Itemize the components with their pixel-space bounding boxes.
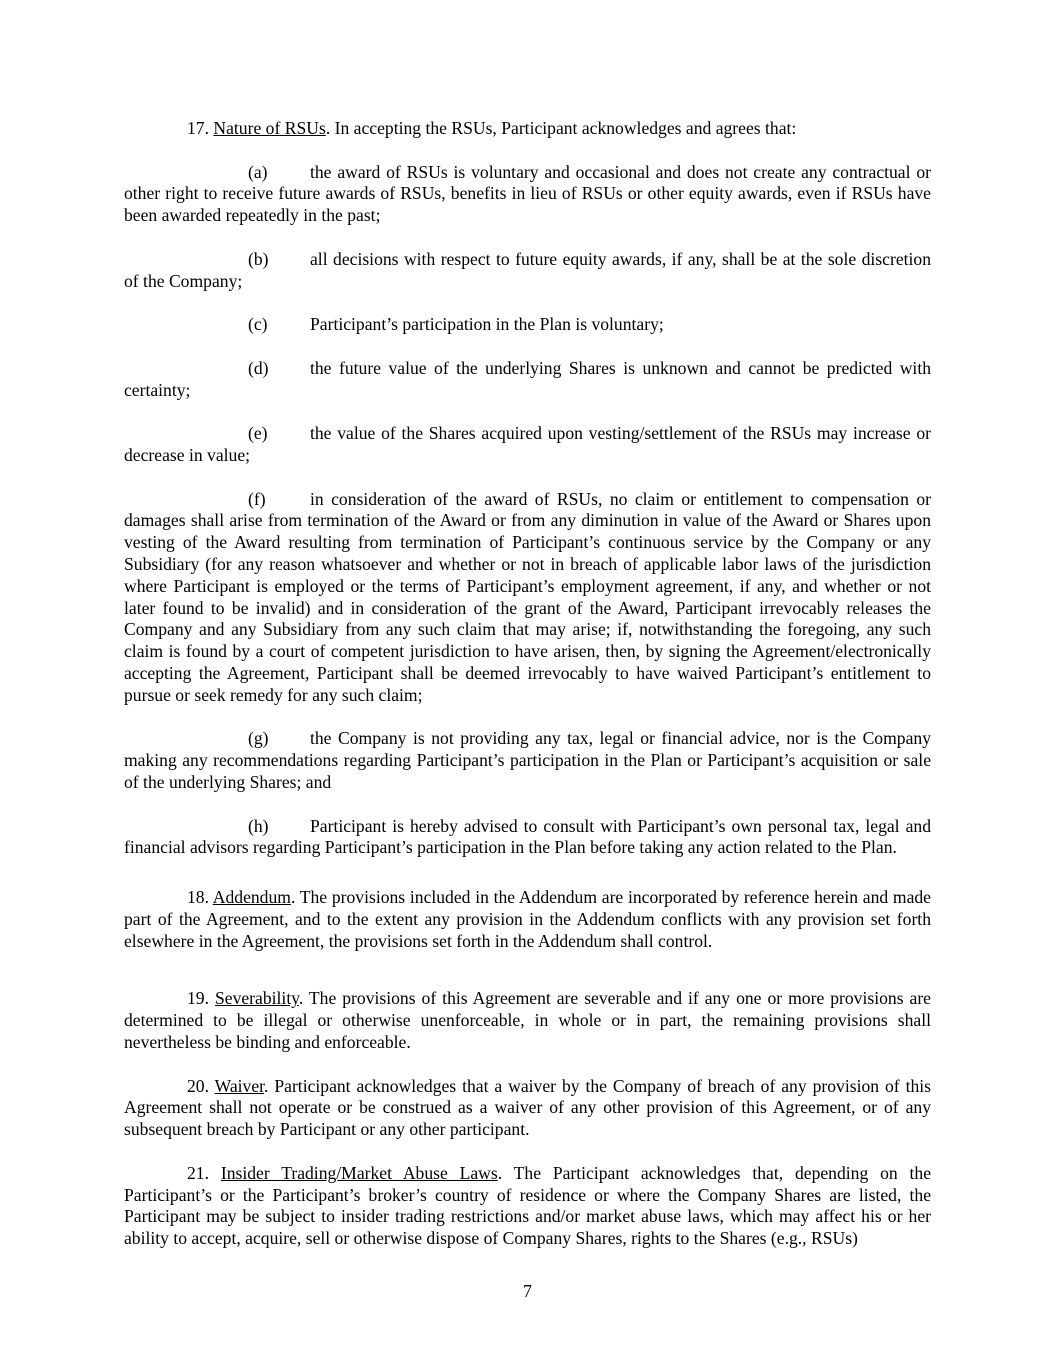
item-e-label: (e) — [248, 423, 268, 444]
item-c — [124, 314, 931, 336]
item-b-label: (b) — [248, 248, 269, 269]
section-20-heading: Waiver — [214, 1075, 265, 1096]
section-17-number: 17. — [187, 118, 209, 138]
item-d — [124, 358, 931, 402]
item-d-text: the future value of the underlying Shares is unknown and cannot be predicted with certainty; — [124, 357, 931, 400]
section-19 — [124, 988, 931, 1053]
item-b-text: all decisions with respect to future equity awards, if any, shall be at the sole discretion of the Company; — [124, 248, 931, 291]
section-19-heading: Severability — [214, 988, 299, 1009]
section-21-number: 21. — [187, 1162, 209, 1183]
section-18 — [124, 887, 931, 952]
item-f-label: (f) — [248, 488, 266, 509]
item-g — [124, 728, 931, 793]
section-18-heading: Addendum — [212, 887, 291, 908]
item-g-label: (g) — [248, 728, 269, 749]
section-21 — [124, 1163, 931, 1250]
item-a — [124, 162, 931, 227]
item-h — [124, 816, 931, 860]
section-19-number: 19. — [187, 988, 209, 1009]
item-a-label: (a) — [248, 161, 268, 182]
section-17-heading: Nature of RSUs — [213, 118, 326, 138]
item-c-text: Participant’s participation in the Plan is voluntary; — [310, 314, 664, 335]
item-e — [124, 423, 931, 467]
section-18-number: 18. — [187, 887, 209, 908]
section-20 — [124, 1076, 931, 1141]
item-f — [124, 489, 931, 707]
section-20-number: 20. — [187, 1075, 209, 1096]
item-h-text: Participant is hereby advised to consult with Participant’s own personal tax, legal and financial advisors regarding Participant’s participation in the Plan before taking any action related to the Plan. — [124, 815, 931, 858]
item-g-text: the Company is not providing any tax, legal or financial advice, nor is the Company making any recommendations regarding Participant’s participation in the Plan or Participant’s acquisition or sale of the underlying Shares; and — [124, 728, 931, 792]
item-c-label: (c) — [248, 314, 268, 335]
item-d-label: (d) — [248, 357, 269, 378]
section-17-intro — [124, 118, 931, 140]
item-e-text: the value of the Shares acquired upon vesting/settlement of the RSUs may increase or decrease in value; — [124, 423, 931, 465]
section-21-heading: Insider Trading/Market Abuse Laws — [220, 1162, 498, 1183]
item-b — [124, 249, 931, 293]
section-20-text: . Participant acknowledges that a waiver by the Company of breach of any provision of this Agreement shall not operate or be construed as a waiver of any other provision of this Agreement, or of any subsequent breach by Participant or any other participant. — [124, 1075, 931, 1140]
item-h-label: (h) — [248, 815, 269, 836]
section-21-text: . The Participant acknowledges that, depending on the Participant’s or the Participant’s broker’s country of residence or where the Company Shares are listed, the Participant may be subject to insider trading restrictions and/or market abuse laws, which may affect his or her ability to accept, acquire, sell or otherwise dispose of Company Shares, rights to the Shares (e.g., RSUs) — [124, 1162, 932, 1249]
section-19-text: . The provisions of this Agreement are severable and if any one or more provisions are determined to be illegal or otherwise unenforceable, in whole or in part, the remaining provisions shall nevertheless be binding and enforceable. — [124, 988, 931, 1053]
document-page — [124, 118, 931, 1250]
item-f-text: in consideration of the award of RSUs, no claim or entitlement to compensation or damages shall arise from termination of the Award or from any diminution in value of the Award or Shares upon vesting of the Award resulting from termination of Participant’s continuous service by the Company or any Subsidiary (for any reason whatsoever and whether or not in breach of applicable labor laws of the jurisdiction where Participant is employed or the terms of Participant’s employment agreement, if any, and whether or not later found to be invalid) and in consideration of the grant of the Award, Participant irrevocably releases the Company and any Subsidiary from any such claim that may arise; if, notwithstanding the foregoing, any such claim is found by a court of competent jurisdiction to have arisen, then, by signing the Agreement/electronically accepting the Agreement, Participant shall be deemed irrevocably to have waived Participant’s entitlement to pursue or seek remedy for any such claim; — [124, 488, 931, 705]
item-a-text: the award of RSUs is voluntary and occasional and does not create any contractual or other right to receive future awards of RSUs, benefits in lieu of RSUs or other equity awards, even if RSUs have been awarded repeatedly in the past; — [124, 161, 931, 226]
section-18-text: . The provisions included in the Addendum are incorporated by reference herein and made part of the Agreement, and to the extent any provision in the Addendum conflicts with any provision set forth elsewhere in the Agreement, the provisions set forth in the Addendum shall control. — [124, 887, 931, 951]
page-number: 7 — [523, 1281, 532, 1301]
section-17-text: . In accepting the RSUs, Participant acknowledges and agrees that: — [325, 118, 797, 138]
